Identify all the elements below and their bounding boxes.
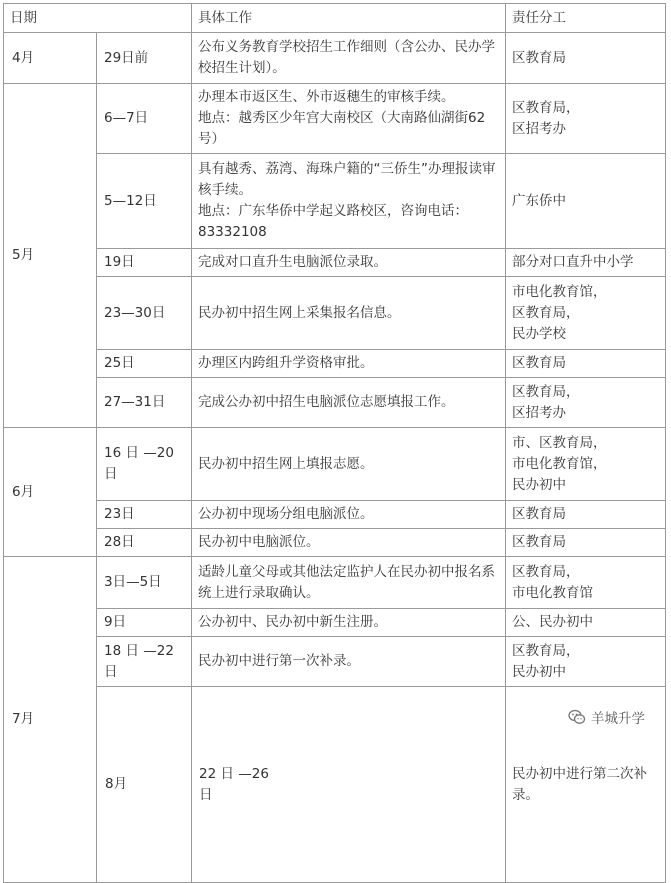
work-cell — [192, 33, 506, 84]
division-line: 区招考办 — [512, 120, 566, 137]
table-header-row — [4, 4, 666, 33]
work-cell — [192, 249, 506, 277]
work-cell — [192, 378, 506, 428]
day-line: 5—12日 — [104, 192, 157, 209]
division-line: 广东侨中 — [512, 192, 566, 209]
day-cell — [97, 557, 192, 609]
day-cell — [97, 277, 192, 350]
work-line: 完成公办初中招生电脑派位志愿填报工作。 — [198, 394, 455, 410]
day-line: 22 日 —26 — [199, 765, 269, 782]
day-line: 9日 — [104, 614, 127, 630]
work-line: 完成对口直升生电脑派位录取。 — [198, 254, 387, 270]
work-cell — [192, 428, 506, 501]
work-line: 民办初中进行第一次补录。 — [198, 653, 360, 669]
division-line: 市、区教育局， — [512, 434, 607, 451]
day-line: 18 日 —22 — [104, 642, 174, 659]
month-cell: 6月 — [4, 428, 97, 557]
division-line: 区教育局， — [512, 304, 580, 321]
table-row — [4, 84, 666, 154]
day-line: 29日前 — [104, 49, 149, 66]
division-line: 公、民办初中 — [512, 614, 593, 630]
table-row — [4, 428, 666, 501]
day-cell — [192, 687, 506, 883]
work-line: 适龄儿童父母或其他法定监护人在民办初中报名系统上进行录取确认。 — [198, 563, 495, 601]
division-line: 区教育局， — [512, 563, 580, 580]
day-line: 27—31日 — [104, 394, 166, 410]
division-cell — [506, 501, 666, 529]
day-cell — [97, 154, 192, 249]
work-cell — [192, 154, 506, 249]
month-cell: 8月 — [97, 687, 192, 883]
table-row — [4, 249, 666, 277]
watermark — [564, 706, 649, 728]
division-cell — [506, 378, 666, 428]
enrollment-schedule-table — [3, 3, 666, 883]
division-line: 区教育局 — [512, 534, 566, 550]
table-row — [4, 378, 666, 428]
day-cell — [97, 529, 192, 557]
day-line: 日 — [199, 786, 213, 803]
work-line: 公办初中现场分组电脑派位。 — [198, 506, 374, 522]
day-cell — [97, 84, 192, 154]
work-cell — [192, 609, 506, 637]
table-row — [4, 154, 666, 249]
day-line: 16 日 —20 — [104, 445, 174, 461]
division-cell — [506, 350, 666, 378]
work-line: 地点：广东华侨中学起义路校区，咨询电话：83332108 — [198, 203, 468, 240]
month-cell: 5月 — [4, 84, 97, 428]
day-cell — [97, 501, 192, 529]
work-line: 办理本市返区生、外市返穗生的审核手续。 — [198, 89, 455, 105]
table-row — [4, 557, 666, 609]
division-line: 区教育局 — [512, 506, 566, 522]
day-cell — [97, 378, 192, 428]
division-cell — [506, 428, 666, 501]
division-line: 区教育局， — [512, 642, 580, 659]
table-row — [4, 350, 666, 378]
day-line: 28日 — [104, 534, 135, 550]
work-cell — [192, 84, 506, 154]
table-row — [4, 609, 666, 637]
table-row — [4, 277, 666, 350]
work-cell — [192, 277, 506, 350]
table-row — [4, 33, 666, 84]
header-date: 日期 — [4, 4, 192, 33]
day-line: 25日 — [104, 355, 135, 371]
day-line: 日 — [104, 466, 118, 482]
month-cell: 7月 — [4, 557, 97, 883]
division-cell — [506, 557, 666, 609]
division-line: 市电化教育馆， — [512, 455, 607, 472]
division-cell — [506, 154, 666, 249]
table-row — [4, 501, 666, 529]
division-line: 民办初中 — [512, 663, 566, 680]
work-line: 民办初中招生网上采集报名信息。 — [198, 304, 401, 321]
division-line: 市电化教育馆 — [512, 584, 593, 601]
work-cell — [192, 501, 506, 529]
day-line: 3日—5日 — [104, 574, 162, 590]
work-line: 办理区内跨组升学资格审批。 — [198, 355, 374, 371]
work-cell — [192, 557, 506, 609]
day-cell — [97, 350, 192, 378]
work-line: 公办初中、民办初中新生注册。 — [198, 614, 387, 630]
day-line: 6—7日 — [104, 110, 149, 126]
work-cell — [192, 350, 506, 378]
division-line: 区教育局， — [512, 383, 580, 400]
division-cell — [506, 249, 666, 277]
watermark-text: 羊城升学 — [591, 711, 645, 727]
division-cell — [506, 609, 666, 637]
day-cell — [97, 609, 192, 637]
division-cell — [506, 33, 666, 84]
division-line: 部分对口直升中小学 — [512, 254, 634, 270]
day-line: 23—30日 — [104, 304, 166, 321]
work-cell — [192, 637, 506, 687]
wechat-icon — [568, 708, 586, 726]
work-line: 民办初中电脑派位。 — [198, 534, 320, 550]
division-line: 区教育局 — [512, 355, 566, 371]
table-row — [4, 529, 666, 557]
division-cell — [506, 277, 666, 350]
day-cell — [97, 249, 192, 277]
day-line: 23日 — [104, 506, 135, 522]
work-line: 民办初中招生网上填报志愿。 — [198, 455, 374, 472]
division-cell — [506, 529, 666, 557]
division-line: 民办学校 — [512, 325, 566, 342]
month-cell: 4月 — [4, 33, 97, 84]
division-line: 民办初中 — [512, 476, 566, 493]
division-cell — [506, 637, 666, 687]
day-line: 19日 — [104, 254, 135, 270]
work-line: 地点：越秀区少年宫大南校区（大南路仙湖街62号） — [198, 110, 486, 147]
header-work: 具体工作 — [192, 4, 506, 33]
division-line: 市电化教育馆， — [512, 283, 607, 300]
division-line: 区教育局， — [512, 99, 580, 116]
work-line: 民办初中进行第二次补录。 — [512, 765, 647, 803]
day-cell — [97, 637, 192, 687]
division-line: 区招考办 — [512, 404, 566, 421]
work-cell — [192, 529, 506, 557]
day-cell — [97, 33, 192, 84]
work-line: 公布义务教育学校招生工作细则（含公办、民办学校招生计划）。 — [198, 39, 495, 76]
division-cell — [506, 84, 666, 154]
day-cell — [97, 428, 192, 501]
header-division: 责任分工 — [506, 4, 666, 33]
day-line: 日 — [104, 663, 118, 680]
table-row — [4, 637, 666, 687]
work-line: 具有越秀、荔湾、海珠户籍的“三侨生”办理报读审核手续。 — [198, 161, 496, 198]
division-line: 区教育局 — [512, 49, 566, 66]
